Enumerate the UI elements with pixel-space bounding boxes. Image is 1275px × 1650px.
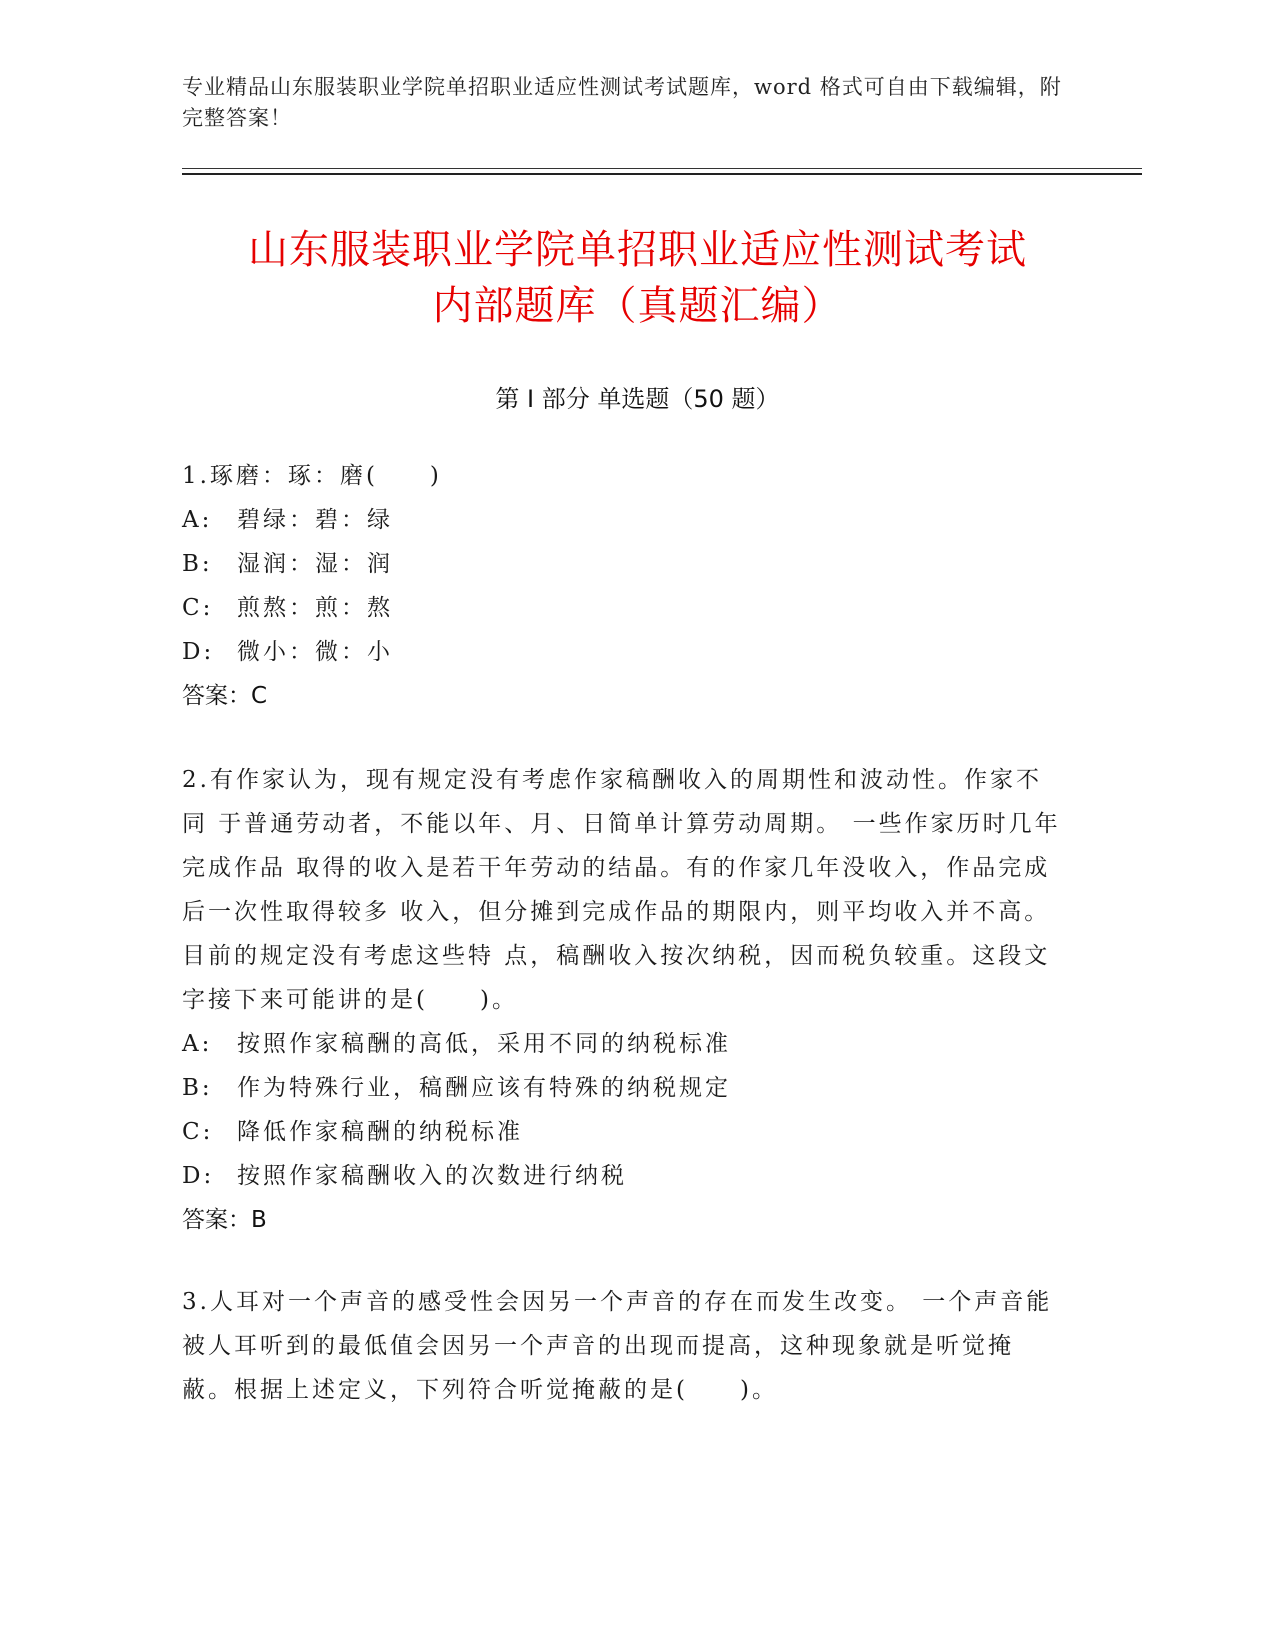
option-letter: D:: [182, 1163, 215, 1189]
option-a: [182, 498, 1062, 542]
title-line-2: 内部题库（真题汇编）: [432, 283, 843, 329]
option-text: 微小：微：小: [237, 639, 393, 665]
question-1: [182, 454, 1062, 718]
question-stem: 3.人耳对一个声音的感受性会因另一个声音的存在而发生改变。 一个声音能被人耳听到的最低值会因另一个声音的出现而提高，这种现象就是听觉掩蔽。根据上述定义，下列符合听觉掩蔽的是( )。: [182, 1289, 1053, 1403]
header-note: 专业精品山东服装职业学院单招职业适应性测试考试题库，word 格式可自由下载编辑，附完整答案！: [182, 75, 1062, 130]
option-text: 按照作家稿酬的高低，采用不同的纳税标准: [237, 1031, 731, 1057]
option-text: 煎熬：煎：熬: [237, 595, 393, 621]
option-letter: D:: [182, 639, 215, 665]
option-a: [182, 1022, 1062, 1066]
option-b: [182, 1066, 1062, 1110]
answer-label: 答案：B: [182, 1207, 267, 1233]
option-letter: C:: [182, 595, 214, 621]
header-rule-thick: [182, 173, 1142, 175]
option-c: [182, 586, 1062, 630]
question-2: [182, 758, 1062, 1242]
option-letter: B:: [182, 551, 213, 577]
option-text: 作为特殊行业，稿酬应该有特殊的纳税规定: [237, 1075, 731, 1101]
option-c: [182, 1110, 1062, 1154]
header-rule-thin: [182, 168, 1142, 169]
question-stem: 2.有作家认为，现有规定没有考虑作家稿酬收入的周期性和波动性。作家不同 于普通劳动者，不能以年、月、日简单计算劳动周期。 一些作家历时几年完成作品 取得的收入是若干年劳动的结晶。有的作家几年没收入，作品完成后一次性取得较多 收入，但分摊到完成作品的期限内，则平均收入并不高。目前的规定没有考虑这些特 点，稿酬收入按次纳税，因而税负较重。这段文字接下来可能讲的是( )。: [182, 767, 1061, 1013]
title-line-1: 山东服装职业学院单招职业适应性测试考试: [248, 227, 1027, 273]
option-text: 湿润：湿：润: [237, 551, 393, 577]
option-b: [182, 542, 1062, 586]
option-letter: B:: [182, 1075, 213, 1101]
option-letter: A:: [182, 1031, 213, 1057]
option-d: [182, 630, 1062, 674]
option-letter: A:: [182, 507, 213, 533]
question-stem: 1.琢磨：琢：磨( ): [182, 463, 442, 489]
option-text: 降低作家稿酬的纳税标准: [237, 1119, 523, 1145]
question-3: [182, 1280, 1062, 1412]
answer-label: 答案：C: [182, 683, 268, 709]
section-title: 第 I 部分 单选题（50 题）: [495, 385, 780, 413]
option-text: 碧绿：碧：绿: [237, 507, 393, 533]
document-title: [150, 222, 1125, 334]
option-d: [182, 1154, 1062, 1198]
option-letter: C:: [182, 1119, 214, 1145]
option-text: 按照作家稿酬收入的次数进行纳税: [237, 1163, 627, 1189]
